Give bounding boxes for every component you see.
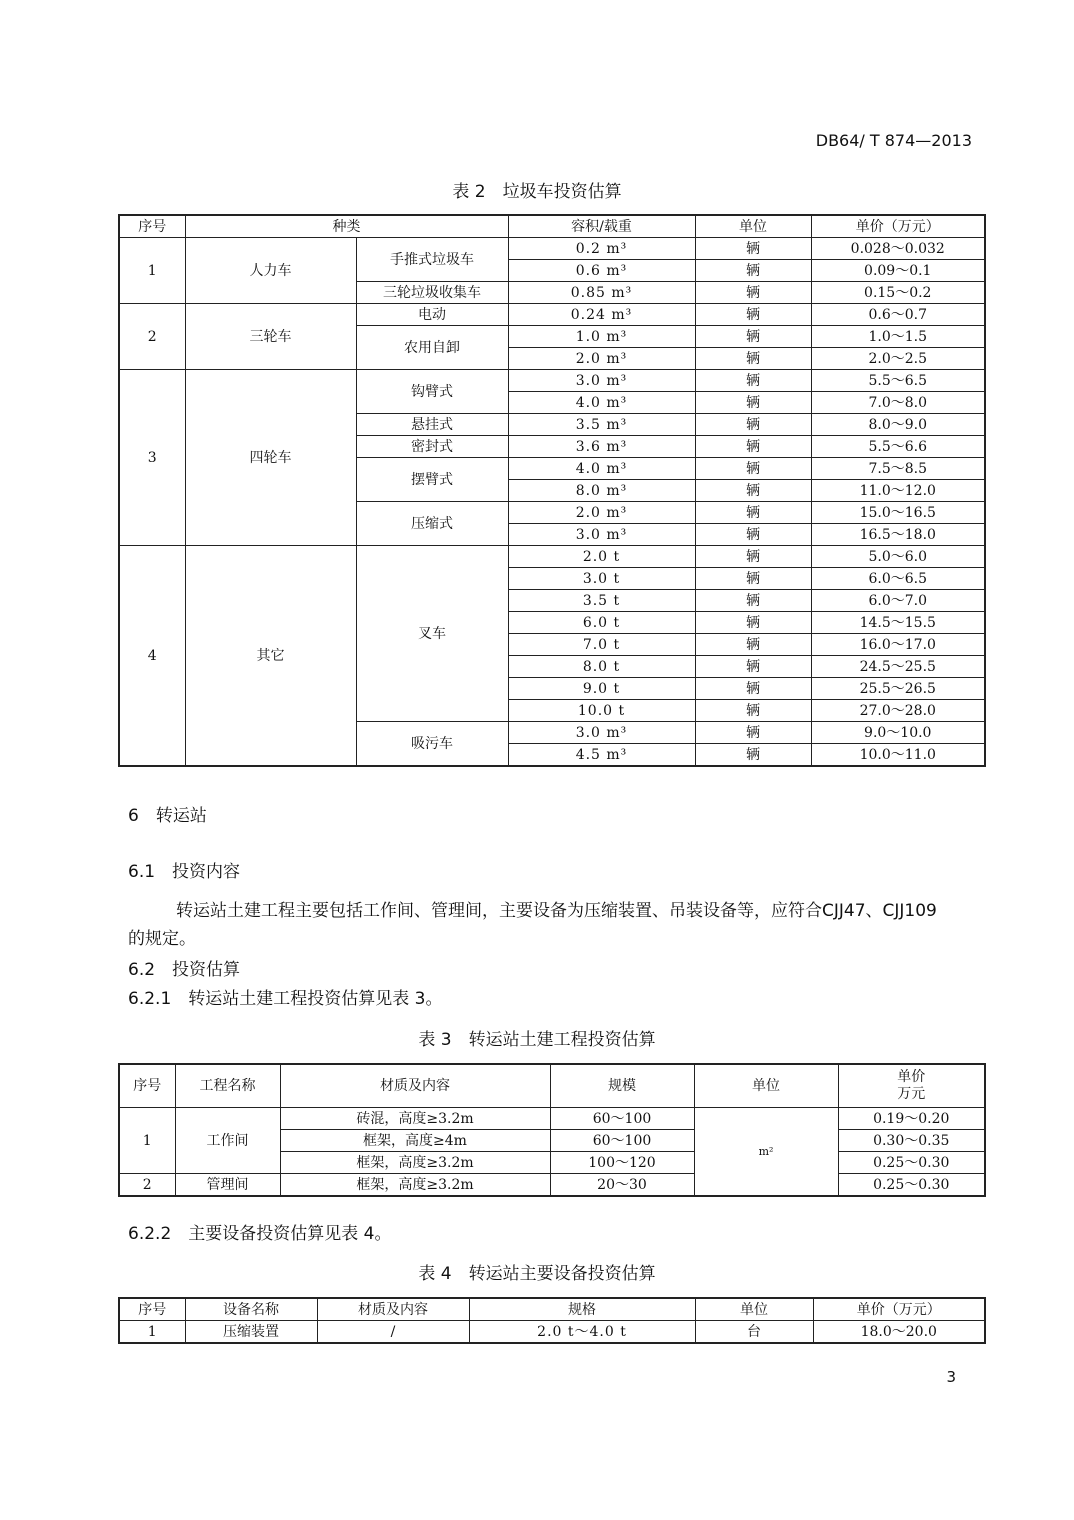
row-price: 11.0～12.0 <box>811 480 985 502</box>
row-type: 四轮车 <box>185 370 356 546</box>
row-price: 0.25～0.30 <box>838 1174 985 1197</box>
row-name: 管理间 <box>175 1174 280 1197</box>
row-capacity: 4.0 m³ <box>508 458 695 480</box>
row-price: 6.0～7.0 <box>811 590 985 612</box>
row-no: 1 <box>119 1321 185 1344</box>
row-type: 三轮车 <box>185 304 356 370</box>
table-header-row <box>119 1064 985 1108</box>
row-name: 压缩装置 <box>185 1321 317 1344</box>
row-capacity: 9.0 t <box>508 678 695 700</box>
header-no: 序号 <box>119 215 185 238</box>
row-subtype: 农用自卸 <box>356 326 508 370</box>
row-unit: m² <box>694 1108 838 1197</box>
row-capacity: 2.0 t <box>508 546 695 568</box>
row-no: 2 <box>119 1174 175 1197</box>
row-subtype: 密封式 <box>356 436 508 458</box>
section-6-2-2-heading: 6.2.2 主要设备投资估算见表 4。 <box>128 1224 392 1244</box>
table4-equipment <box>118 1297 986 1344</box>
row-unit: 辆 <box>695 700 811 722</box>
row-price: 15.0～16.5 <box>811 502 985 524</box>
row-scale: 60～100 <box>550 1108 694 1130</box>
row-unit: 辆 <box>695 370 811 392</box>
row-unit: 辆 <box>695 304 811 326</box>
row-scale: 100～120 <box>550 1152 694 1174</box>
row-material: 框架，高度≥3.2m <box>280 1174 550 1197</box>
row-price: 9.0～10.0 <box>811 722 985 744</box>
row-unit: 辆 <box>695 414 811 436</box>
section-6-heading: 6 转运站 <box>128 806 207 826</box>
row-capacity: 0.6 m³ <box>508 260 695 282</box>
section-6-2-heading: 6.2 投资估算 <box>128 960 241 980</box>
table4-caption: 表 4 转运站主要设备投资估算 <box>418 1264 656 1284</box>
row-unit: 辆 <box>695 634 811 656</box>
row-subtype: 手推式垃圾车 <box>356 238 508 282</box>
header-scale: 规模 <box>550 1064 694 1108</box>
row-price: 14.5～15.5 <box>811 612 985 634</box>
row-subtype: 悬挂式 <box>356 414 508 436</box>
section-6-1-paragraph-cont: 的规定。 <box>128 929 196 949</box>
row-unit: 辆 <box>695 744 811 767</box>
header-price: 单价（万元） <box>811 215 985 238</box>
row-price: 7.5～8.5 <box>811 458 985 480</box>
table-header-row <box>119 1298 985 1321</box>
row-capacity: 3.5 t <box>508 590 695 612</box>
row-subtype: 三轮垃圾收集车 <box>356 282 508 304</box>
row-material: / <box>317 1321 469 1344</box>
row-scale: 20～30 <box>550 1174 694 1197</box>
row-subtype: 钩臂式 <box>356 370 508 414</box>
header-no: 序号 <box>119 1064 175 1108</box>
row-scale: 60～100 <box>550 1130 694 1152</box>
row-price: 10.0～11.0 <box>811 744 985 767</box>
row-no: 1 <box>119 1108 175 1174</box>
row-unit: 辆 <box>695 656 811 678</box>
row-unit: 辆 <box>695 546 811 568</box>
section-6-1-heading: 6.1 投资内容 <box>128 862 241 882</box>
row-capacity: 0.2 m³ <box>508 238 695 260</box>
row-unit: 辆 <box>695 238 811 260</box>
row-material: 砖混，高度≥3.2m <box>280 1108 550 1130</box>
row-unit: 辆 <box>695 326 811 348</box>
row-no: 3 <box>119 370 185 546</box>
row-capacity: 3.5 m³ <box>508 414 695 436</box>
header-spec: 规格 <box>469 1298 695 1321</box>
row-capacity: 3.0 t <box>508 568 695 590</box>
row-unit: 辆 <box>695 524 811 546</box>
row-price: 0.028～0.032 <box>811 238 985 260</box>
section-6-2-1-heading: 6.2.1 转运站土建工程投资估算见表 3。 <box>128 989 443 1009</box>
row-capacity: 2.0 m³ <box>508 502 695 524</box>
row-price: 2.0～2.5 <box>811 348 985 370</box>
header-price: 单价（万元） <box>813 1298 985 1321</box>
header-name: 工程名称 <box>175 1064 280 1108</box>
row-unit: 辆 <box>695 458 811 480</box>
row-price: 0.15～0.2 <box>811 282 985 304</box>
header-price <box>838 1064 985 1108</box>
row-price: 25.5～26.5 <box>811 678 985 700</box>
row-price: 7.0～8.0 <box>811 392 985 414</box>
row-no: 4 <box>119 546 185 767</box>
row-unit: 辆 <box>695 568 811 590</box>
row-unit: 辆 <box>695 436 811 458</box>
row-material: 框架，高度≥4m <box>280 1130 550 1152</box>
row-price: 0.6～0.7 <box>811 304 985 326</box>
row-capacity: 1.0 m³ <box>508 326 695 348</box>
row-price: 1.0～1.5 <box>811 326 985 348</box>
row-price: 5.5～6.5 <box>811 370 985 392</box>
row-price: 27.0～28.0 <box>811 700 985 722</box>
row-no: 1 <box>119 238 185 304</box>
row-type: 其它 <box>185 546 356 767</box>
row-price: 24.5～25.5 <box>811 656 985 678</box>
row-subtype: 叉车 <box>356 546 508 722</box>
row-capacity: 8.0 t <box>508 656 695 678</box>
row-name: 工作间 <box>175 1108 280 1174</box>
row-capacity: 3.0 m³ <box>508 370 695 392</box>
table-row <box>119 1174 985 1197</box>
header-price-unit: 万元 <box>897 1086 926 1102</box>
header-price-label: 单价 <box>897 1069 926 1085</box>
row-subtype: 吸污车 <box>356 722 508 767</box>
table-row <box>119 370 985 392</box>
row-spec: 2.0 t～4.0 t <box>469 1321 695 1344</box>
table-row <box>119 1108 985 1130</box>
row-price: 16.0～17.0 <box>811 634 985 656</box>
header-material: 材质及内容 <box>280 1064 550 1108</box>
row-unit: 辆 <box>695 590 811 612</box>
header-type: 种类 <box>185 215 508 238</box>
row-price: 5.0～6.0 <box>811 546 985 568</box>
row-subtype: 摆臂式 <box>356 458 508 502</box>
row-type: 人力车 <box>185 238 356 304</box>
table2-vehicle-investment <box>118 214 986 767</box>
section-6-1-paragraph: 转运站土建工程主要包括工作间、管理间，主要设备为压缩装置、吊装设备等，应符合CJJ47、CJJ109 <box>176 901 937 921</box>
row-capacity: 8.0 m³ <box>508 480 695 502</box>
table-row <box>119 238 985 260</box>
row-price: 0.25～0.30 <box>838 1152 985 1174</box>
row-unit: 辆 <box>695 722 811 744</box>
header-unit: 单位 <box>695 215 811 238</box>
table-header-row <box>119 215 985 238</box>
header-unit: 单位 <box>695 1298 813 1321</box>
row-unit: 辆 <box>695 348 811 370</box>
row-capacity: 0.85 m³ <box>508 282 695 304</box>
row-price: 16.5～18.0 <box>811 524 985 546</box>
row-capacity: 3.6 m³ <box>508 436 695 458</box>
table3-caption: 表 3 转运站土建工程投资估算 <box>418 1030 656 1050</box>
table-row <box>119 546 985 568</box>
row-capacity: 4.5 m³ <box>508 744 695 767</box>
table3-civil-works <box>118 1063 986 1197</box>
row-price: 6.0～6.5 <box>811 568 985 590</box>
row-capacity: 7.0 t <box>508 634 695 656</box>
row-unit: 台 <box>695 1321 813 1344</box>
row-capacity: 0.24 m³ <box>508 304 695 326</box>
row-price: 0.09～0.1 <box>811 260 985 282</box>
row-price: 0.19～0.20 <box>838 1108 985 1130</box>
row-price: 18.0～20.0 <box>813 1321 985 1344</box>
row-no: 2 <box>119 304 185 370</box>
document-code: DB64/ T 874—2013 <box>815 131 972 150</box>
page-number: 3 <box>946 1368 956 1386</box>
row-capacity: 2.0 m³ <box>508 348 695 370</box>
table-row <box>119 1321 985 1344</box>
row-price: 0.30～0.35 <box>838 1130 985 1152</box>
table-row <box>119 304 985 326</box>
row-material: 框架，高度≥3.2m <box>280 1152 550 1174</box>
header-name: 设备名称 <box>185 1298 317 1321</box>
row-subtype: 压缩式 <box>356 502 508 546</box>
row-capacity: 3.0 m³ <box>508 524 695 546</box>
row-unit: 辆 <box>695 392 811 414</box>
header-no: 序号 <box>119 1298 185 1321</box>
row-price: 5.5～6.6 <box>811 436 985 458</box>
row-unit: 辆 <box>695 678 811 700</box>
row-capacity: 10.0 t <box>508 700 695 722</box>
row-unit: 辆 <box>695 612 811 634</box>
header-unit: 单位 <box>694 1064 838 1108</box>
row-price: 8.0～9.0 <box>811 414 985 436</box>
row-capacity: 4.0 m³ <box>508 392 695 414</box>
row-capacity: 6.0 t <box>508 612 695 634</box>
header-capacity: 容积/载重 <box>508 215 695 238</box>
table2-caption: 表 2 垃圾车投资估算 <box>452 182 622 202</box>
row-unit: 辆 <box>695 282 811 304</box>
row-unit: 辆 <box>695 502 811 524</box>
row-subtype: 电动 <box>356 304 508 326</box>
row-unit: 辆 <box>695 260 811 282</box>
row-unit: 辆 <box>695 480 811 502</box>
header-material: 材质及内容 <box>317 1298 469 1321</box>
row-capacity: 3.0 m³ <box>508 722 695 744</box>
